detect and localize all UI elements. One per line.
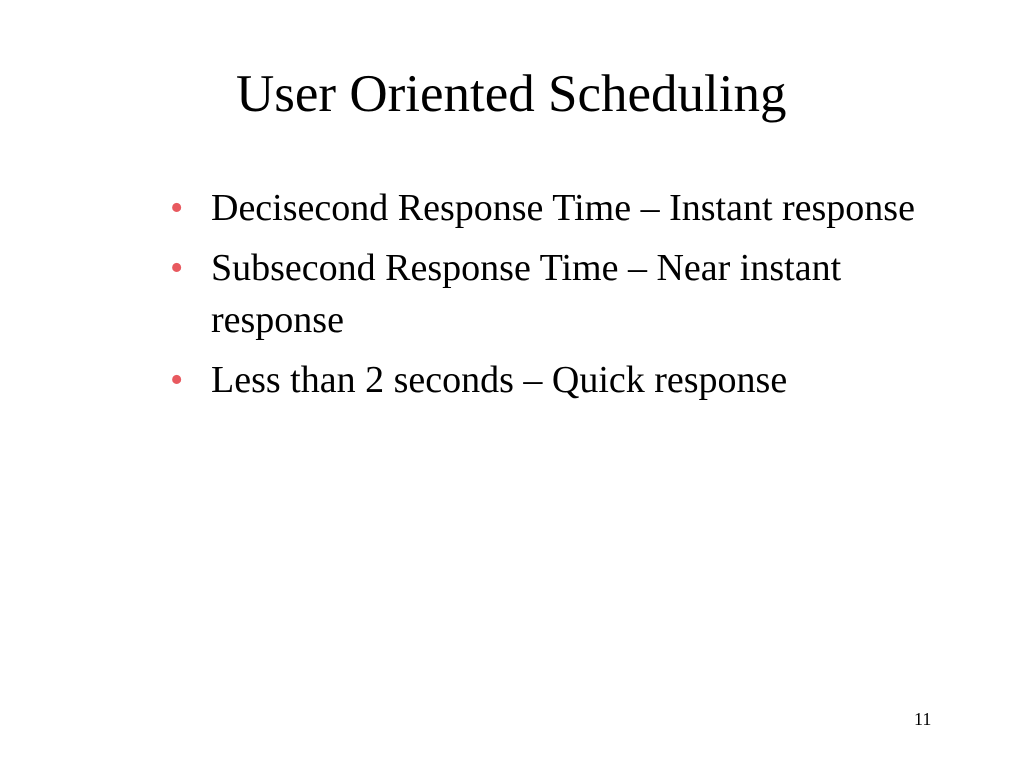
bullet-item xyxy=(170,182,930,234)
bullet-text: Subsecond Response Time – Near instant response xyxy=(211,247,842,341)
bullet-marker-icon: • xyxy=(170,359,184,401)
bullet-list xyxy=(170,182,930,414)
bullet-item xyxy=(170,354,930,406)
bullet-text: Less than 2 seconds – Quick response xyxy=(211,359,788,401)
bullet-marker-icon: • xyxy=(170,187,184,229)
slide-number: 11 xyxy=(914,709,932,729)
slide-title: User Oriented Scheduling xyxy=(236,65,787,123)
bullet-marker-icon: • xyxy=(170,247,184,289)
bullet-text: Decisecond Response Time – Instant response xyxy=(211,187,915,229)
bullet-item xyxy=(170,242,930,346)
